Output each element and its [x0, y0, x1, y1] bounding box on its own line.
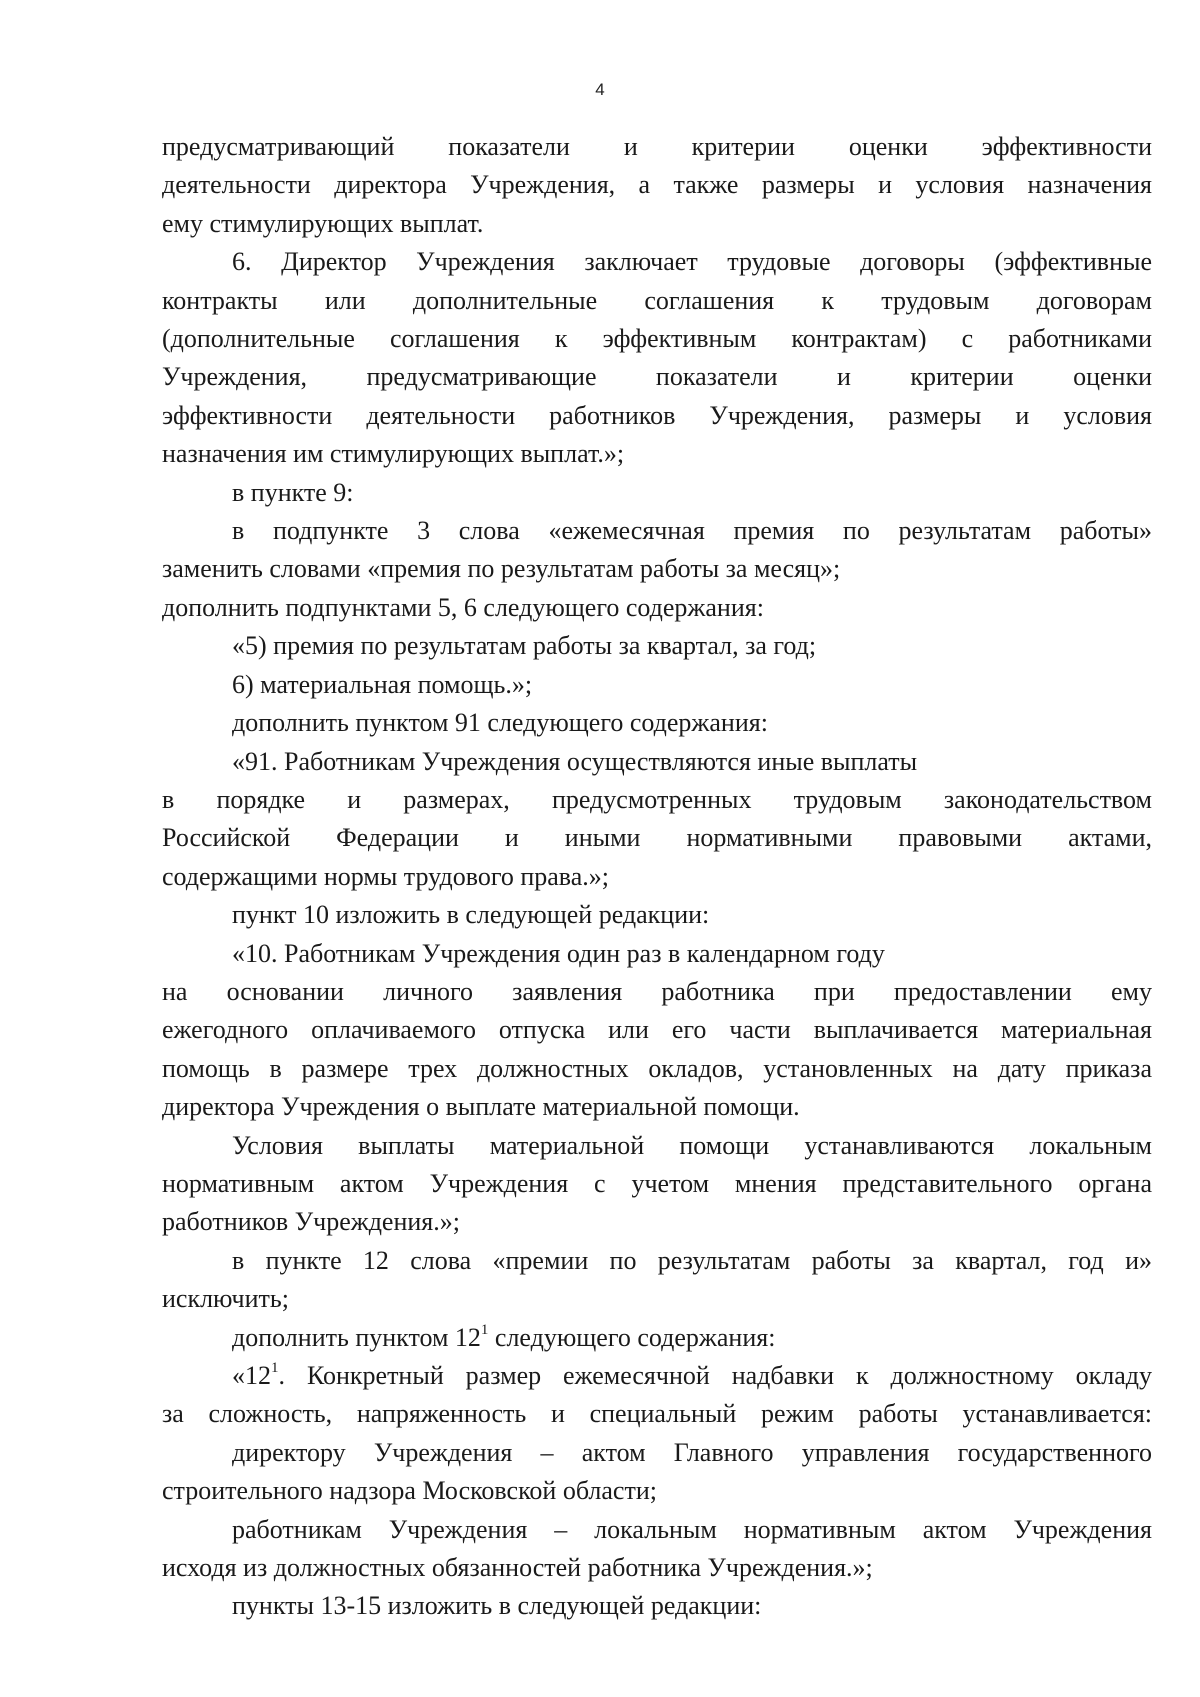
text-line: Российской Федерации и иными нормативными правовыми актами, [162, 823, 1152, 853]
text-line: 6) материальная помощь.»; [232, 669, 533, 699]
text-line: помощь в размере трех должностных окладов, установленных на дату приказа [162, 1053, 1152, 1083]
text-line: за сложность, напряженность и специальный режим работы устанавливается: [162, 1399, 1152, 1429]
text-line [162, 1319, 1152, 1357]
text-line: нормативным актом Учреждения с учетом мнения представительного органа [162, 1168, 1152, 1198]
text-line: эффективности деятельности работников Учреждения, размеры и условия [162, 400, 1152, 430]
superscript: 1 [271, 1360, 279, 1377]
text-line: «91. Работникам Учреждения осуществляются иные выплаты [232, 746, 918, 776]
text-line: контракты или дополнительные соглашения к трудовым договорам [162, 285, 1152, 315]
text-fragment: . Конкретный размер ежемесячной надбавки к должностному окладу [278, 1361, 1152, 1390]
text-line: Условия выплаты материальной помощи устанавливаются локальным [232, 1130, 1152, 1160]
text-line: пункты 13-15 изложить в следующей редакции: [232, 1591, 762, 1621]
text-line: в пункте 9: [232, 477, 354, 507]
superscript: 1 [480, 1321, 489, 1338]
text-line: «10. Работникам Учреждения один раз в календарном году [232, 938, 885, 968]
text-line: назначения им стимулирующих выплат.»; [162, 439, 625, 469]
text-line: исходя из должностных обязанностей работника Учреждения.»; [162, 1553, 873, 1583]
text-line: дополнить подпунктами 5, 6 следующего содержания: [162, 592, 764, 622]
text-line: содержащими нормы трудового права.»; [162, 861, 610, 891]
text-line: строительного надзора Московской области; [162, 1476, 657, 1506]
text-line: пункт 10 изложить в следующей редакции: [232, 900, 710, 930]
text-line: работников Учреждения.»; [162, 1207, 460, 1237]
text-line: 6. Директор Учреждения заключает трудовые договоры (эффективные [232, 247, 1152, 277]
text-fragment: «12 [232, 1361, 271, 1390]
text-line: Учреждения, предусматривающие показатели и критерии оценки [162, 362, 1152, 392]
text-line: деятельности директора Учреждения, а также размеры и условия назначения [162, 170, 1152, 200]
page-number: 4 [595, 80, 605, 99]
text-line: работникам Учреждения – локальным нормативным актом Учреждения [232, 1514, 1152, 1544]
text-line: в подпункте 3 слова «ежемесячная премия по результатам работы» [232, 516, 1152, 546]
text-line: заменить словами «премия по результатам работы за месяц»; [162, 554, 841, 584]
text-line: ежегодного оплачиваемого отпуска или его части выплачивается материальная [162, 1015, 1152, 1045]
text-line [162, 1357, 1152, 1395]
text-line: директора Учреждения о выплате материальной помощи. [162, 1092, 800, 1122]
document-body [162, 128, 1152, 1626]
text-line: (дополнительные соглашения к эффективным контрактам) с работниками [162, 324, 1152, 354]
text-line: директору Учреждения – актом Главного управления государственного [232, 1437, 1152, 1467]
text-line: предусматривающий показатели и критерии оценки эффективности [162, 132, 1152, 161]
text-line: в порядке и размерах, предусмотренных трудовым законодательством [162, 784, 1152, 814]
text-line: исключить; [162, 1284, 289, 1314]
text-fragment: следующего содержания: [488, 1322, 776, 1352]
text-line: ему стимулирующих выплат. [162, 208, 484, 238]
text-line: в пункте 12 слова «премии по результатам работы за квартал, год и» [232, 1245, 1152, 1275]
text-fragment: дополнить пунктом 12 [232, 1322, 481, 1352]
text-line: «5) премия по результатам работы за квартал, за год; [232, 631, 817, 661]
text-line: на основании личного заявления работника при предоставлении ему [162, 976, 1152, 1006]
text-line: дополнить пунктом 91 следующего содержания: [232, 708, 768, 738]
